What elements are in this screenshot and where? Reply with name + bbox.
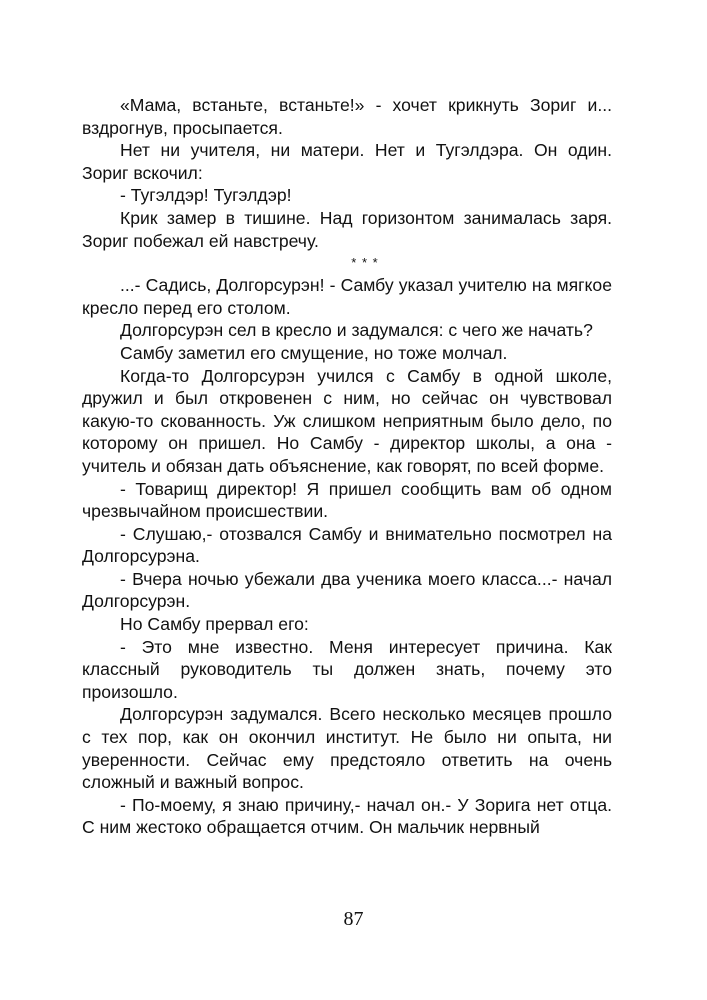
paragraph: ...- Садись, Долгорсурэн! - Самбу указал учителю на мягкое кресло перед его столом. [82, 275, 612, 318]
paragraph: Но Самбу прервал его: [120, 614, 309, 635]
page-number: 87 [343, 908, 364, 930]
page-text [82, 94, 612, 839]
paragraph: - По-моему, я знаю причину,- начал он.- У Зорига нет отца. С ним жестоко обращается отчим. Он мальчик нервный [82, 794, 612, 838]
paragraph: «Мама, встаньте, встаньте!» - хочет крикнуть Зориг и... вздрогнув, просыпается. [82, 95, 612, 138]
paragraph: Самбу заметил его смущение, но тоже молчал. [120, 342, 508, 363]
paragraph: Долгорсурэн задумался. Всего несколько месяцев прошло с тех пор, как он окончил институт. Не было ни опыта, ни уверенности. Сейчас ему предстояло ответить на очень сложный и важный вопрос. [82, 704, 612, 793]
paragraph: Когда-то Долгорсурэн учился с Самбу в одной школе, дружил и был откровенен с ним, но сейчас он чувствовал какую-то скованность. Уж слишком неприятным было дело, по которому он пришел. Но Самбу - директор школы, а она - учитель и обязан дать объяснение, как говорят, по всей форме. [82, 365, 612, 476]
paragraph: Нет ни учителя, ни матери. Нет и Тугэлдэра. Он один. Зориг вскочил: [82, 140, 612, 183]
section-separator: * * * [351, 255, 379, 271]
paragraph: - Тугэлдэр! Тугэлдэр! [120, 185, 292, 206]
paragraph: - Вчера ночью убежали два ученика моего класса...- начал Долгорсурэн. [82, 568, 612, 612]
paragraph: - Слушаю,- отозвался Самбу и внимательно посмотрел на Долгорсурэна. [82, 523, 612, 567]
paragraph: Крик замер в тишине. Над горизонтом занималась заря. Зориг побежал ей навстречу. [82, 207, 612, 251]
paragraph: Долгорсурэн сел в кресло и задумался: с чего же начать? [120, 320, 593, 341]
paragraph: - Это мне известно. Меня интересует причина. Как классный руководитель ты должен знать, почему это произошло. [82, 636, 612, 702]
paragraph: - Товарищ директор! Я пришел сообщить вам об одном чрезвычайном происшествии. [82, 478, 612, 522]
